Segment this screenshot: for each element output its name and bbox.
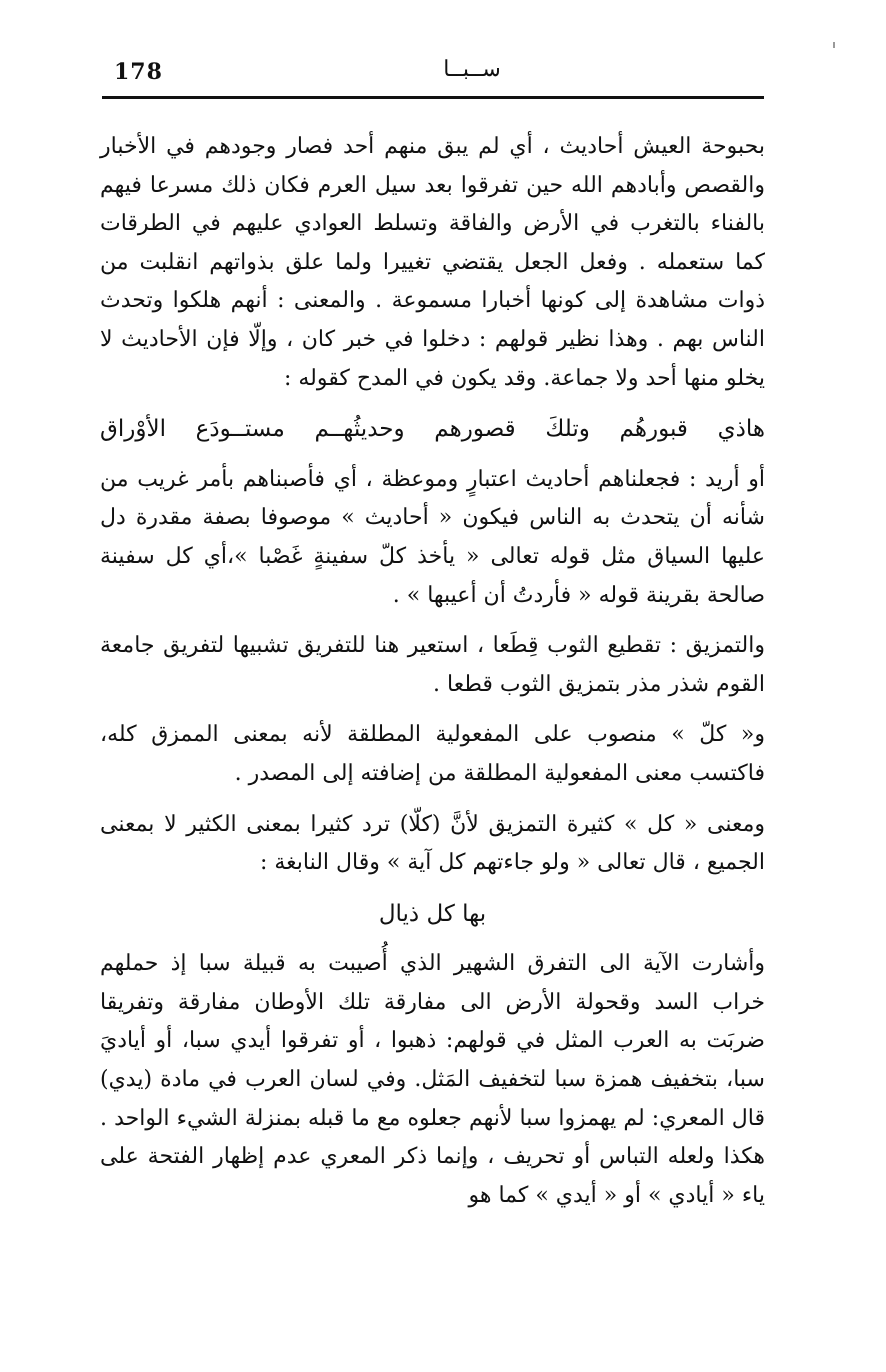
running-title: ســبــا xyxy=(443,57,501,82)
verse-word: الأوْراق xyxy=(100,416,166,443)
paragraph-3: والتمزيق : تقطيع الثوب قِطَعا ، استعير هنا للتفريق تشبيها لتفريق جامعة القوم شذر مذر بتمزيق الثوب قطعا . xyxy=(100,633,765,697)
paragraph-5: ومعنى « كل » كثيرة التمزيق لأنَّ (كلّا) ترد كثيرا بمعنى الكثير لا بمعنى الجميع ، قال تعالى « ولو جاءتهم كل آية » وقال النابغة : xyxy=(100,811,765,876)
paragraph-6: وأشارت الآية الى التفرق الشهير الذي أُصيبت به قبيلة سبا إذ حملهم خراب السد وقحولة الأرض الى مفارقة تلك الأوطان مفارقة وتفريقا ضربَت به العرب المثل في قولهم: ذهبوا ، أو تفرقوا أيدي سبا، أو أياديَ سبا، بتخفيف همزة سبا لتخفيف المَثل. وفي لسان العرب في مادة (يدي) قال المعري: لم يهمزوا سبا لأنهم جعلوه مع ما قبله بمنزلة الشيء الواحد . هكذا ولعله التباس أو تحريف ، وإنما ذكر المعري عدم إظهار الفتحة على ياء « أيادي » أو « أيدي » كما هو xyxy=(100,951,765,1208)
page-header xyxy=(102,55,764,91)
body-text xyxy=(100,128,765,1215)
verse-line-2: بها كل ذيال xyxy=(378,900,487,927)
verse-word: قصورهم xyxy=(434,416,516,443)
verse-word: مستــودَع xyxy=(195,416,285,443)
verse-word: وتلكَ xyxy=(545,416,590,443)
header-rule xyxy=(102,96,764,99)
verse-line-1 xyxy=(100,410,765,449)
paragraph-4: و« كلّ » منصوب على المفعولية المطلقة لأنه بمعنى الممزق كله، فاكتسب معنى المفعولية المطلقة من إضافته إلى المصدر . xyxy=(100,722,765,786)
paragraph-2: أو أريد : فجعلناهم أحاديث اعتبارٍ وموعظة ، أي فأصبناهم بأمر غريب من شأنه أن يتحدث به الناس فيكون « أحاديث » موصوفا بصفة مقدرة دل عليها السياق مثل قوله تعالى « يأخذ كلّ سفينةٍ غَصْبا »،أي كل سفينة صالحة بقرينة قوله « فأردتُ أن أعيبها » . xyxy=(100,466,765,608)
verse-word: وحديثُهــم xyxy=(314,416,405,443)
verse-word: قبورهُم xyxy=(619,416,688,443)
verse-word: هاذي xyxy=(717,416,765,443)
paragraph-1: بحبوحة العيش أحاديث ، أي لم يبق منهم أحد فصار وجودهم في الأخبار والقصص وأبادهم الله حين تفرقوا بعد سيل العرم فكان ذلك مسرعا فيهم بالفناء بالتغرب في الأرض والفاقة وتسلط العوادي عليهم في الطرقات كما ستعمله . وفعل الجعل يقتضي تغييرا ولما علق بذواتهم انقلبت من ذوات مشاهدة إلى كونها أخبارا مسموعة . والمعنى : أنهم هلكوا وتحدث الناس بهم . وهذا نظير قولهم : دخلوا في خبر كان ، وإلّا فإن الأحاديث لا يخلو منها أحد ولا جماعة. وقد يكون في المدح كقوله : xyxy=(100,134,765,391)
page-number: 178 xyxy=(114,59,163,85)
scan-speck xyxy=(833,42,835,48)
